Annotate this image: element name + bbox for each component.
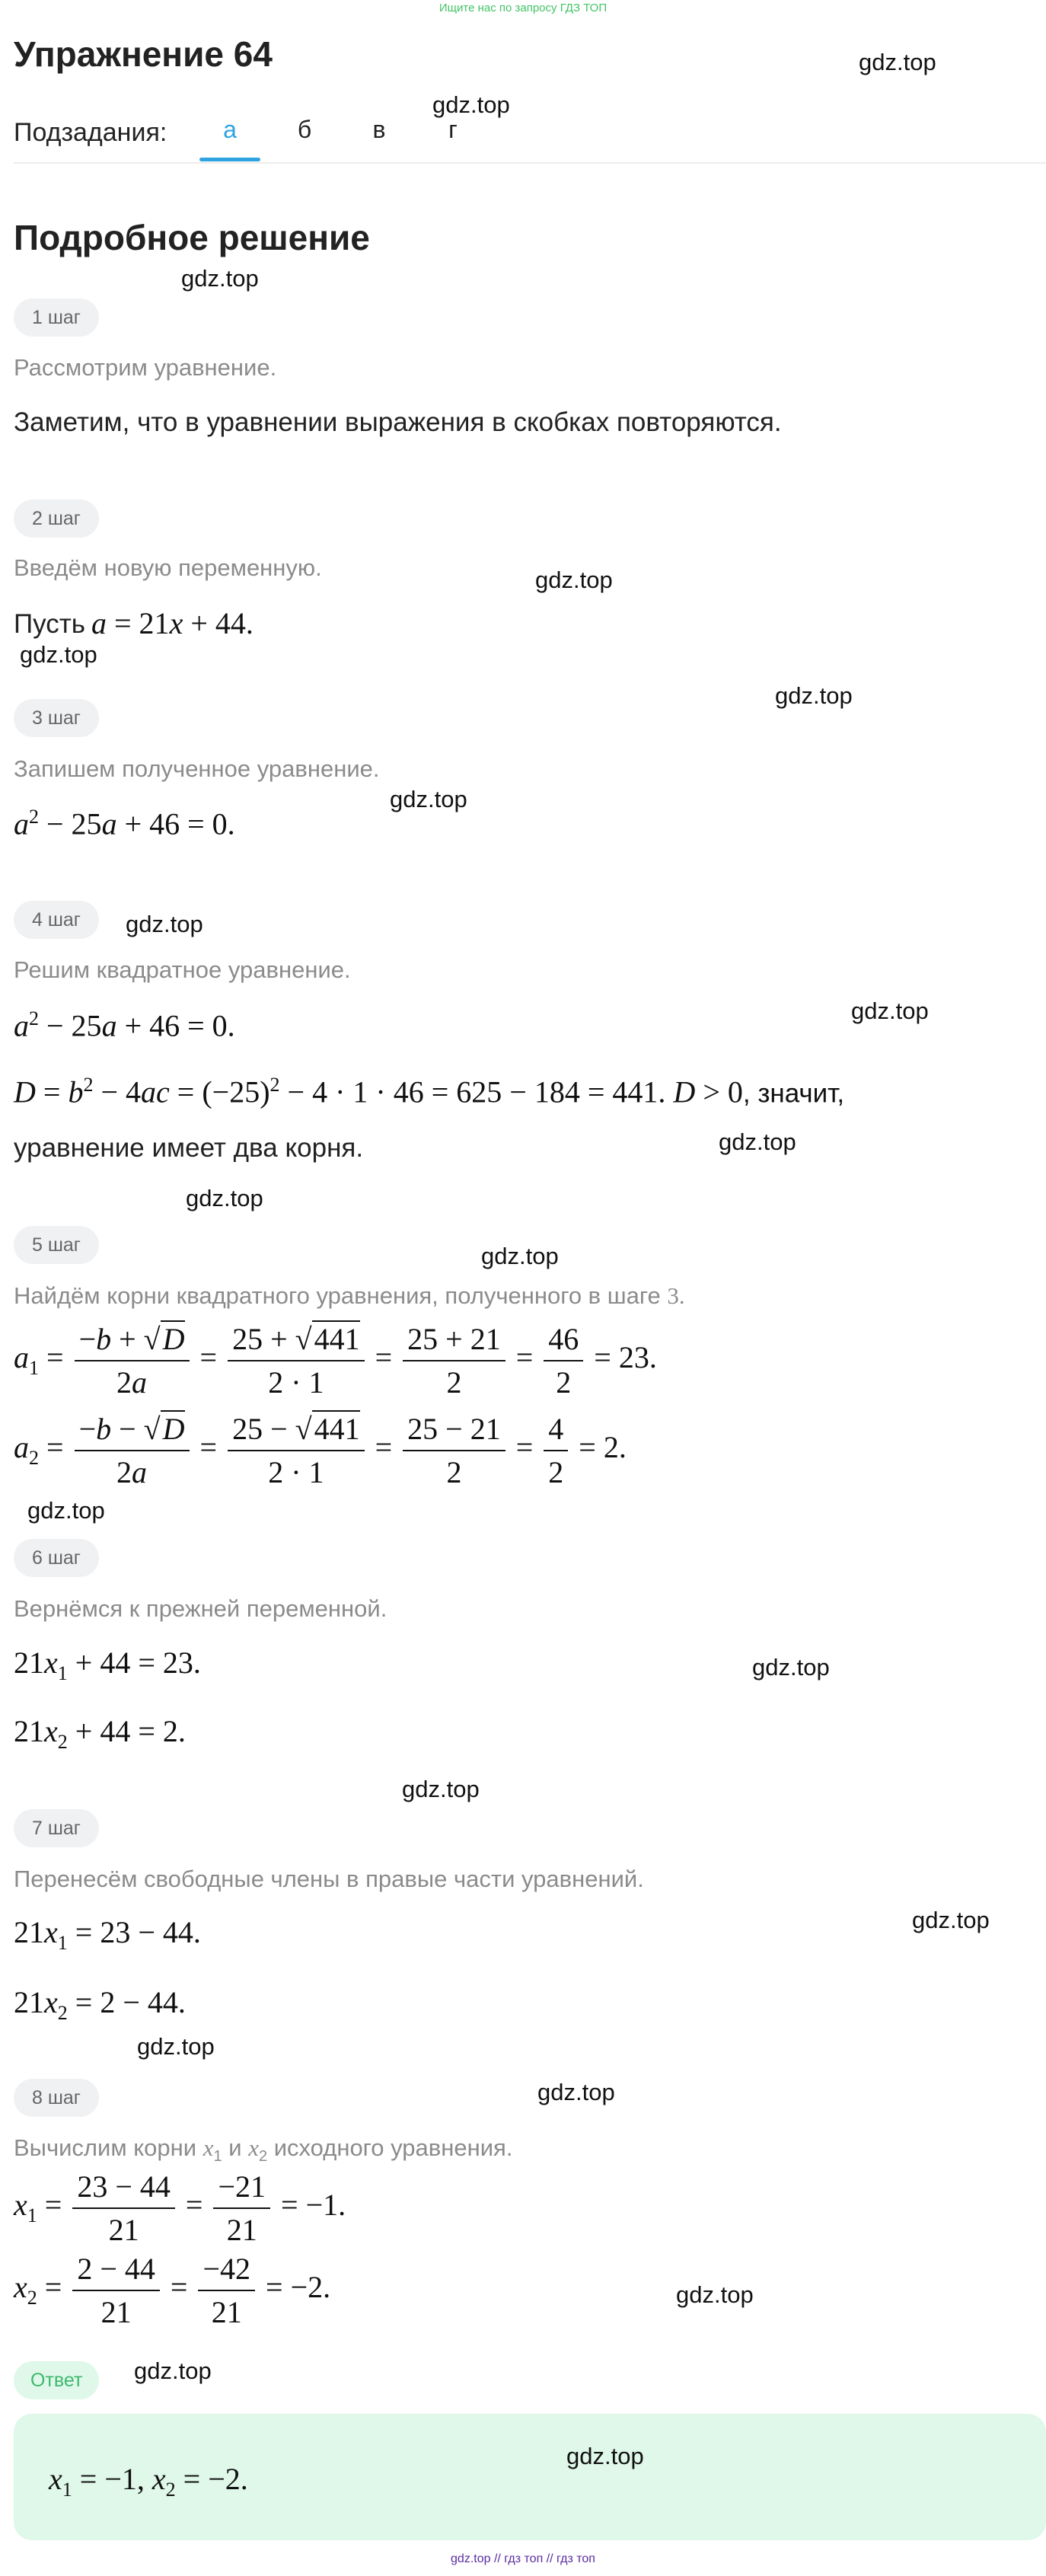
answer-expression: $x_1 = -1$, $x_2 = -2$. (49, 2462, 248, 2501)
watermark: gdz.top (719, 1128, 796, 1155)
step-text: Пусть (14, 609, 86, 639)
watermark: gdz.top (432, 91, 510, 118)
step-badge: 1 шаг (14, 298, 99, 337)
step-hint: Найдём корни квадратного уравнения, полученного в шаге 3. (14, 1282, 685, 1309)
watermark: gdz.top (566, 2443, 644, 2469)
watermark: gdz.top (535, 567, 613, 593)
step-text: уравнение имеет два корня. (14, 1133, 364, 1163)
math-expression: a = 21x + 44. (91, 606, 254, 640)
watermark: gdz.top (186, 1185, 263, 1211)
footer-links[interactable]: gdz.top // гдз топ // гдз топ (451, 2552, 595, 2565)
math-expression: $a^2 - 25a + 46 = 0$. (14, 1007, 235, 1043)
disc-tail: , значит, (742, 1078, 845, 1109)
watermark: gdz.top (137, 2033, 215, 2060)
root-a2-expression: $a_2$ = $\frac{-b - √D}{2a}$ = $\frac{25 - √441}{2 \cdot 1}$ = $\frac{25 - 21}{2}$ = $\frac{4}{2}$ = 2. (14, 1412, 627, 1489)
math-expression: $21x_1 + 44 = 23$. (14, 1646, 201, 1684)
step-hint: Решим квадратное уравнение. (14, 956, 351, 983)
watermark: gdz.top (851, 998, 929, 1024)
watermark: gdz.top (390, 786, 467, 812)
math-expression: $21x_2 + 44 = 2$. (14, 1714, 186, 1753)
watermark: gdz.top (181, 265, 259, 292)
root-x1-expression: $x_1$ = $\frac{23 - 44}{21}$ = $\frac{-21}{21}$ = −1. (14, 2169, 346, 2247)
step-hint: Вернёмся к прежней переменной. (14, 1595, 387, 1622)
step-hint: Запишем полученное уравнение. (14, 755, 380, 782)
tab-b[interactable]: б (297, 116, 312, 143)
watermark: gdz.top (912, 1907, 990, 1933)
divider (14, 162, 1046, 164)
step-hint: Рассмотрим уравнение. (14, 354, 277, 381)
step-badge: 2 шаг (14, 500, 99, 538)
watermark: gdz.top (27, 1497, 105, 1524)
watermark: gdz.top (481, 1243, 559, 1269)
step-badge: 5 шаг (14, 1226, 99, 1264)
subtasks-label: Подзадания: (14, 118, 167, 147)
watermark: gdz.top (775, 682, 853, 709)
step-text: Заметим, что в уравнении выражения в скобках повторяются. (14, 407, 782, 437)
step-hint: Введём новую переменную. (14, 554, 322, 581)
tab-a[interactable]: а (223, 116, 237, 143)
top-note: Ищите нас по запросу ГДЗ ТОП (438, 2, 608, 14)
step-hint: Вычислим корни $x_1$ и $x_2$ исходного уравнения. (14, 2134, 513, 2166)
step-hint: Перенесём свободные члены в правые части уравнений. (14, 1866, 644, 1892)
watermark: gdz.top (126, 911, 203, 937)
step-badge: 8 шаг (14, 2079, 99, 2117)
watermark: gdz.top (676, 2281, 754, 2308)
math-expression: $21x_2 = 2 - 44$. (14, 1985, 186, 2024)
tab-g[interactable]: г (448, 116, 458, 143)
math-expression: $21x_1 = 23 - 44$. (14, 1915, 201, 1954)
watermark: gdz.top (402, 1776, 480, 1802)
step-badge: 4 шаг (14, 901, 99, 939)
watermark: gdz.top (859, 49, 936, 75)
page-title: Упражнение 64 (14, 34, 273, 74)
answer-badge: Ответ (14, 2361, 99, 2399)
active-tab-indicator (199, 158, 260, 161)
math-expression: $a^2 - 25a + 46 = 0$. (14, 806, 235, 841)
root-x2-expression: $x_2$ = $\frac{2 - 44}{21}$ = $\frac{-42}{21}$ = −2. (14, 2252, 331, 2329)
watermark: gdz.top (752, 1654, 830, 1681)
tab-v[interactable]: в (372, 116, 386, 143)
step-badge: 3 шаг (14, 699, 99, 737)
watermark: gdz.top (537, 2079, 615, 2105)
watermark: gdz.top (20, 641, 97, 668)
solution-title: Подробное решение (14, 218, 370, 257)
watermark: gdz.top (134, 2357, 212, 2384)
root-a1-expression: $a_1$ = $\frac{-b + √D}{2a}$ = $\frac{25 + √441}{2 \cdot 1}$ = $\frac{25 + 21}{2}$ = $\frac{46}{2}$ = 23. (14, 1322, 657, 1400)
step-badge: 7 шаг (14, 1809, 99, 1847)
discriminant-expression: $D = b^2 - 4ac = (-25)^2 - 4 \cdot 1 \cdot 46 = 625 - 184 = 441$. D > 0, значит, (14, 1074, 845, 1109)
step-badge: 6 шаг (14, 1539, 99, 1577)
